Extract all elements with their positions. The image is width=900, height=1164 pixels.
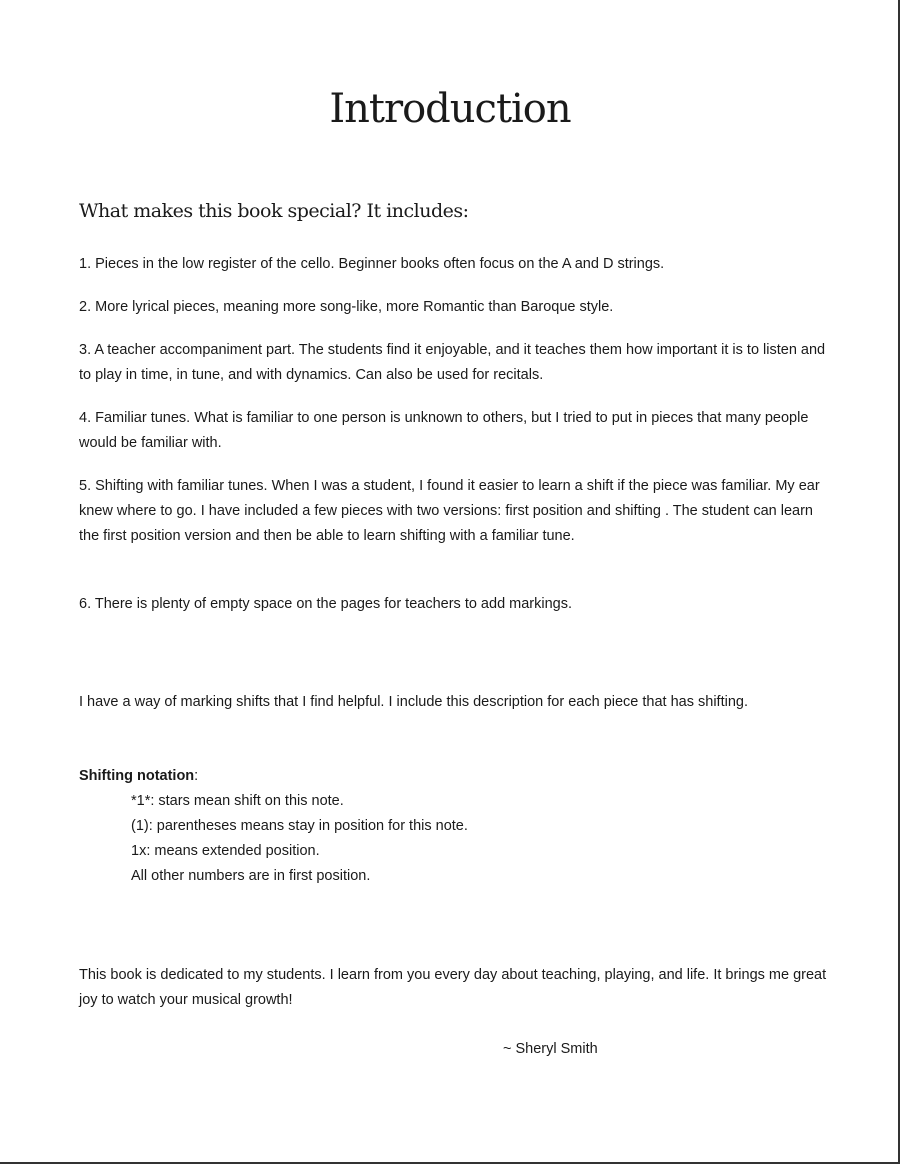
notation-line-stars: *1*: stars mean shift on this note. bbox=[131, 793, 344, 809]
notation-line-extended: 1x: means extended position. bbox=[131, 843, 320, 859]
page-title: Introduction bbox=[329, 86, 571, 132]
author-signature: ~ Sheryl Smith bbox=[503, 1041, 598, 1057]
shifting-notation-heading: Shifting notation bbox=[79, 768, 195, 784]
list-item-3: 3. A teacher accompaniment part. The students find it enjoyable, and it teaches them how important it is to listen and to play in time, in tune, and with dynamics. Can also be used for recitals. bbox=[79, 342, 826, 383]
list-item-5: 5. Shifting with familiar tunes. When I was a student, I found it easier to learn a shift if the piece was familiar. My ear knew where to go. I have included a few pieces with two versions: first position and shifting . The student can learn the first position version and then be able to learn shifting with a familiar tune. bbox=[79, 478, 820, 544]
list-item-4: 4. Familiar tunes. What is familiar to one person is unknown to others, but I tried to put in pieces that many people would be familiar with. bbox=[79, 410, 809, 451]
notation-line-parentheses: (1): parentheses means stay in position for this note. bbox=[131, 818, 468, 834]
notation-line-first-position: All other numbers are in first position. bbox=[131, 868, 371, 884]
list-item-1: 1. Pieces in the low register of the cello. Beginner books often focus on the A and D strings. bbox=[79, 256, 665, 272]
list-item-2: 2. More lyrical pieces, meaning more song-like, more Romantic than Baroque style. bbox=[79, 299, 614, 315]
section-subheading: What makes this book special? It includes: bbox=[79, 200, 469, 222]
shifting-notation-label bbox=[79, 764, 198, 789]
shifting-notation-list bbox=[131, 789, 468, 889]
shifting-notation-colon: : bbox=[194, 768, 199, 784]
dedication-paragraph: This book is dedicated to my students. I learn from you every day about teaching, playing, and life. It brings me great joy to watch your musical growth! bbox=[79, 967, 827, 1008]
list-item-6: 6. There is plenty of empty space on the pages for teachers to add markings. bbox=[79, 596, 573, 612]
shifting-intro-paragraph: I have a way of marking shifts that I find helpful. I include this description for each piece that has shifting. bbox=[79, 694, 748, 710]
